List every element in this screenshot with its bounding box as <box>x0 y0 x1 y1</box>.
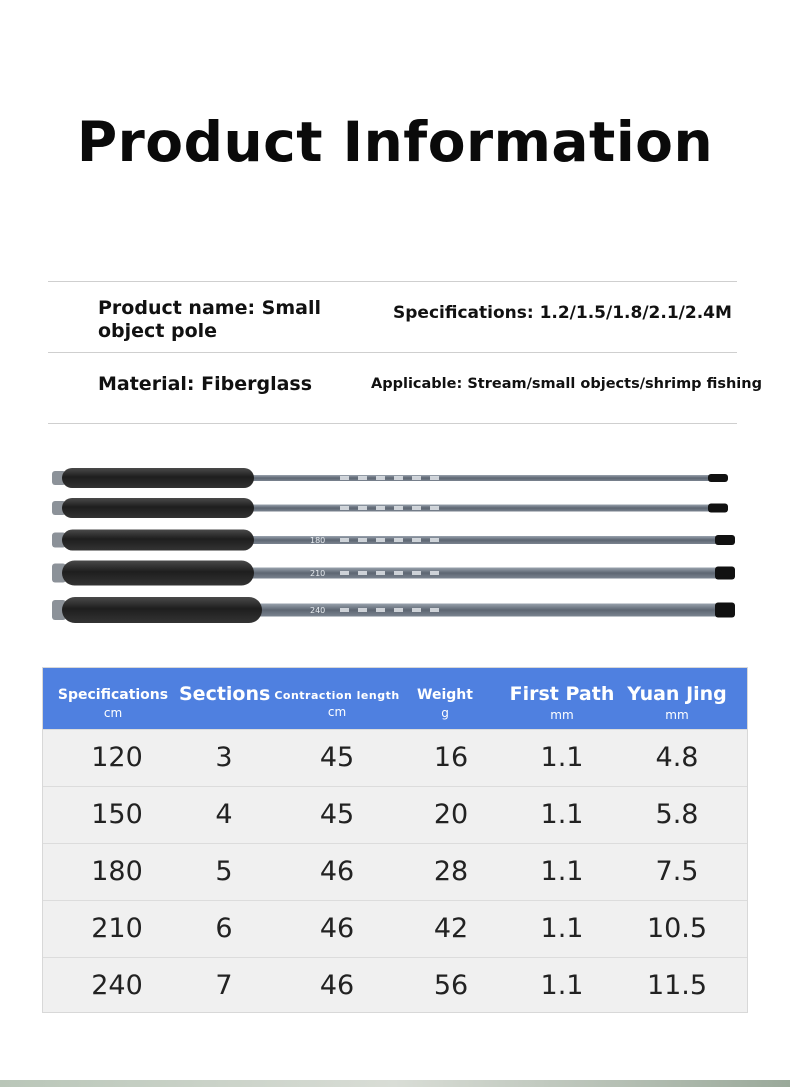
header-specifications: Specifications cm <box>57 687 169 720</box>
rod-blank <box>250 475 710 481</box>
rod-decal <box>358 476 367 480</box>
material-label: Material: Fiberglass <box>98 373 313 395</box>
rod-handle <box>62 561 254 586</box>
table-cell: 120 <box>91 742 143 773</box>
rod-blank <box>258 604 717 617</box>
rod-decal <box>376 608 385 612</box>
table-cell: 42 <box>433 913 469 944</box>
table-cell: 7 <box>215 970 233 1001</box>
table-cell: 4.8 <box>655 742 699 773</box>
rod-decal <box>376 538 385 542</box>
rod-decal <box>340 506 349 510</box>
table-cell: 240 <box>91 970 143 1001</box>
rod-decal <box>430 506 439 510</box>
rod-decal <box>412 476 421 480</box>
rod-decal <box>340 571 349 575</box>
fishing-rods-image <box>0 450 790 640</box>
applicable-label: Applicable: Stream/small objects/shrimp fishing <box>371 376 762 392</box>
rod-handle <box>62 530 254 551</box>
table-cell: 46 <box>319 913 355 944</box>
divider-middle <box>48 352 737 353</box>
table-cell: 46 <box>319 970 355 1001</box>
rod-length-label: 180 <box>310 536 326 545</box>
page-title: Product Information <box>76 110 714 174</box>
table-cell: 7.5 <box>655 856 699 887</box>
table-cell: 46 <box>319 856 355 887</box>
table-cell: 210 <box>91 913 143 944</box>
rod-decal <box>358 506 367 510</box>
fishing-rod <box>52 561 735 586</box>
rod-decal <box>430 571 439 575</box>
rod-decal <box>394 506 403 510</box>
rod-handle <box>62 597 262 623</box>
rod-decal <box>358 608 367 612</box>
table-cell: 4 <box>215 799 233 830</box>
rod-decal <box>340 608 349 612</box>
fishing-rod <box>52 468 728 488</box>
rod-decal <box>394 608 403 612</box>
rod-decal <box>430 476 439 480</box>
rod-decal <box>358 538 367 542</box>
table-row <box>43 957 747 1014</box>
rod-decal <box>376 571 385 575</box>
table-cell: 11.5 <box>646 970 708 1001</box>
rod-decal <box>430 608 439 612</box>
rod-decal <box>430 538 439 542</box>
table-cell: 28 <box>433 856 469 887</box>
table-cell: 1.1 <box>540 856 584 887</box>
divider-bottom <box>48 423 737 424</box>
table-cell: 150 <box>91 799 143 830</box>
table-cell: 1.1 <box>540 742 584 773</box>
rod-decal <box>376 476 385 480</box>
table-cell: 5 <box>215 856 233 887</box>
table-row <box>43 729 747 786</box>
table-row <box>43 900 747 957</box>
divider-top <box>48 281 737 282</box>
specifications-table <box>42 667 748 1013</box>
header-first-path: First Path mm <box>509 683 615 722</box>
rod-length-label: 210 <box>310 569 326 578</box>
rod-decal <box>358 571 367 575</box>
table-cell: 180 <box>91 856 143 887</box>
header-weight: Weight g <box>417 687 473 720</box>
table-cell: 1.1 <box>540 970 584 1001</box>
rod-tip-cap <box>715 603 735 618</box>
rod-handle <box>62 468 254 488</box>
table-cell: 45 <box>319 799 355 830</box>
rod-decal <box>376 506 385 510</box>
table-cell: 56 <box>433 970 469 1001</box>
header-yuan-jing: Yuan Jing mm <box>627 683 727 722</box>
rod-tip-cap <box>708 474 728 482</box>
rod-decal <box>394 571 403 575</box>
table-cell: 10.5 <box>646 913 708 944</box>
rod-decal <box>394 476 403 480</box>
table-header <box>43 668 747 729</box>
table-cell: 45 <box>319 742 355 773</box>
rod-tip-cap <box>715 535 735 545</box>
table-cell: 1.1 <box>540 913 584 944</box>
table-cell: 1.1 <box>540 799 584 830</box>
rod-handle <box>62 498 254 518</box>
rod-decal <box>412 608 421 612</box>
fishing-rod <box>52 597 735 623</box>
table-cell: 3 <box>215 742 233 773</box>
bottom-image-strip <box>0 1080 790 1087</box>
product-name-label: Product name: Small object pole <box>98 297 322 342</box>
fishing-rod <box>52 530 735 551</box>
specifications-label: Specifications: 1.2/1.5/1.8/2.1/2.4M <box>393 303 732 323</box>
table-cell: 16 <box>433 742 469 773</box>
rod-length-label: 240 <box>310 606 326 615</box>
header-contraction-length: Contraction length cm <box>274 689 400 719</box>
header-sections: Sections <box>179 683 271 705</box>
table-cell: 20 <box>433 799 469 830</box>
fishing-rod <box>52 498 728 518</box>
table-cell: 6 <box>215 913 233 944</box>
rod-decal <box>340 476 349 480</box>
rod-blank <box>250 505 710 512</box>
rod-tip-cap <box>708 504 728 513</box>
rod-decal <box>412 506 421 510</box>
table-cell: 5.8 <box>655 799 699 830</box>
rod-decal <box>412 538 421 542</box>
table-row <box>43 786 747 843</box>
rod-decal <box>412 571 421 575</box>
table-row <box>43 843 747 900</box>
rod-tip-cap <box>715 567 735 580</box>
rod-decal <box>340 538 349 542</box>
rod-decal <box>394 538 403 542</box>
